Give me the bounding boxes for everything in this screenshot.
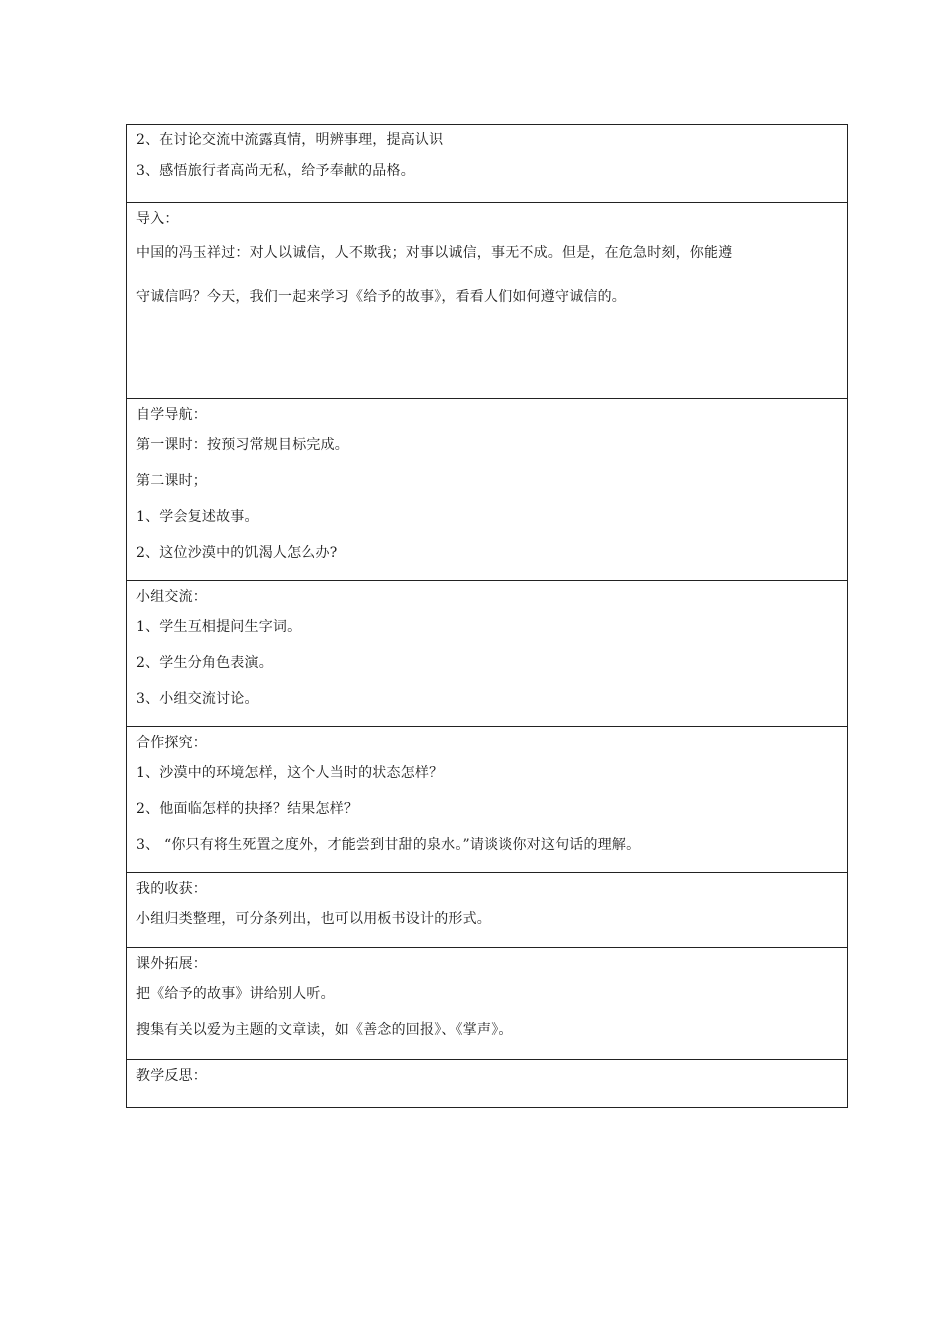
my-harvest-heading: 我的收获： (136, 881, 207, 897)
lesson-plan-table (126, 124, 848, 1108)
intro-section (127, 202, 847, 398)
cooperative-explore-line: 1、沙漠中的环境怎样，这个人当时的状态怎样？ (136, 765, 444, 781)
cooperative-explore-line: 2、他面临怎样的抉择？结果怎样？ (136, 801, 359, 817)
group-exchange-heading: 小组交流： (136, 589, 207, 605)
my-harvest-section (127, 872, 847, 947)
group-exchange-section (127, 580, 847, 726)
extension-section (127, 947, 847, 1059)
self-study-section (127, 398, 847, 580)
self-study-line: 第一课时：按预习常规目标完成。 (136, 437, 349, 453)
cooperative-explore-section (127, 726, 847, 872)
goal-line-2: 2、在讨论交流中流露真情，明辨事理，提高认识 (136, 132, 444, 148)
intro-heading: 导入： (136, 211, 179, 227)
self-study-heading: 自学导航： (136, 407, 207, 423)
cooperative-explore-line: 3、 “你只有将生死置之度外，才能尝到甘甜的泉水。”请谈谈你对这句话的理解。 (136, 837, 641, 853)
extension-line: 搜集有关以爱为主题的文章读，如《善念的回报》、《掌声》。 (136, 1022, 513, 1038)
self-study-line: 2、这位沙漠中的饥渴人怎么办? (136, 545, 338, 561)
extension-heading: 课外拓展： (136, 956, 207, 972)
cooperative-explore-heading: 合作探究： (136, 735, 207, 751)
intro-line-2: 守诚信吗？今天，我们一起来学习《给予的故事》，看看人们如何遵守诚信的。 (136, 289, 626, 305)
self-study-line: 第二课时； (136, 473, 207, 489)
group-exchange-line: 1、学生互相提问生字词。 (136, 619, 302, 635)
group-exchange-line: 2、学生分角色表演。 (136, 655, 273, 671)
extension-line: 把《给予的故事》讲给别人听。 (136, 986, 335, 1002)
goal-line-3: 3、感悟旅行者高尚无私，给予奉献的品格。 (136, 163, 415, 179)
goals-section (127, 125, 847, 202)
teaching-reflection-heading: 教学反思： (136, 1068, 207, 1084)
my-harvest-line: 小组归类整理，可分条列出，也可以用板书设计的形式。 (136, 911, 491, 927)
intro-line-1: 中国的冯玉祥过：对人以诚信，人不欺我；对事以诚信，事无不成。但是，在危急时刻，你能遵 (136, 245, 733, 261)
self-study-line: 1、学会复述故事。 (136, 509, 259, 525)
teaching-reflection-section (127, 1059, 847, 1107)
group-exchange-line: 3、小组交流讨论。 (136, 691, 259, 707)
